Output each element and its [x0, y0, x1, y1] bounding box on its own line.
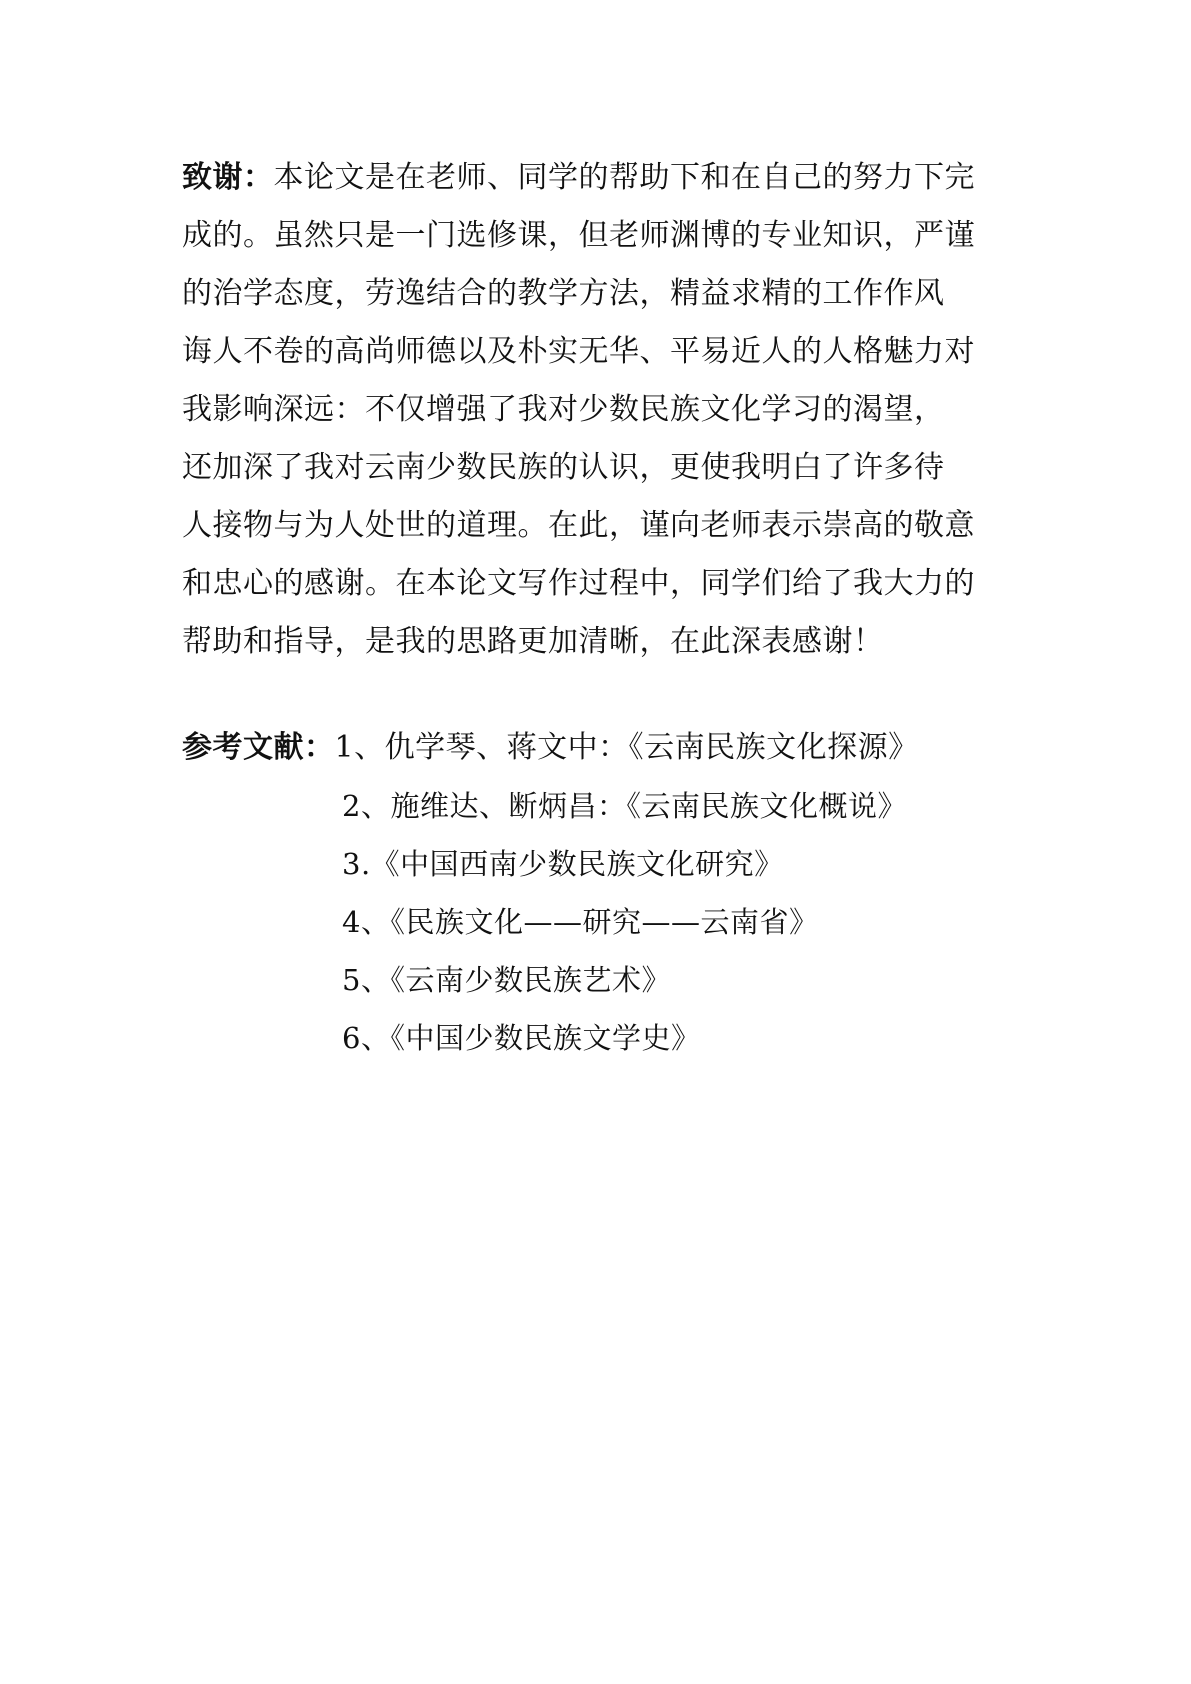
references-line-1	[182, 728, 919, 768]
reference-item: 4、《民族文化——研究——云南省》	[342, 905, 819, 939]
reference-item: 1、仇学琴、蒋文中：《云南民族文化探源》	[334, 730, 919, 765]
acknowledgement-line-3: 的治学态度，劳逸结合的教学方法，精益求精的工作作风	[182, 276, 945, 311]
reference-item: 2、施维达、断炳昌：《云南民族文化概说》	[342, 789, 907, 823]
acknowledgement-line-2: 成的。虽然只是一门选修课，但老师渊博的专业知识，严谨	[182, 218, 975, 253]
references-heading: 参考文献：	[182, 730, 335, 765]
reference-item: 6、《中国少数民族文学史》	[342, 1021, 701, 1055]
acknowledgement-line-5: 我影响深远：不仅增强了我对少数民族文化学习的渴望，	[182, 392, 945, 427]
acknowledgement-text: 本论文是在老师、同学的帮助下和在自己的努力下完	[273, 160, 975, 195]
acknowledgement-line-7: 人接物与为人处世的道理。在此，谨向老师表示崇高的敬意	[182, 508, 975, 543]
acknowledgement-line-9: 帮助和指导，是我的思路更加清晰，在此深表感谢！	[182, 624, 884, 659]
acknowledgement-line-1	[182, 158, 975, 198]
acknowledgement-heading: 致谢：	[182, 160, 274, 195]
reference-item: 5、《云南少数民族艺术》	[342, 963, 671, 997]
acknowledgement-line-4: 诲人不卷的高尚师德以及朴实无华、平易近人的人格魅力对	[182, 334, 975, 369]
acknowledgement-line-8: 和忠心的感谢。在本论文写作过程中，同学们给了我大力的	[182, 566, 975, 601]
reference-item: 3.《中国西南少数民族文化研究》	[342, 847, 784, 881]
acknowledgement-line-6: 还加深了我对云南少数民族的认识，更使我明白了许多待	[182, 450, 945, 485]
